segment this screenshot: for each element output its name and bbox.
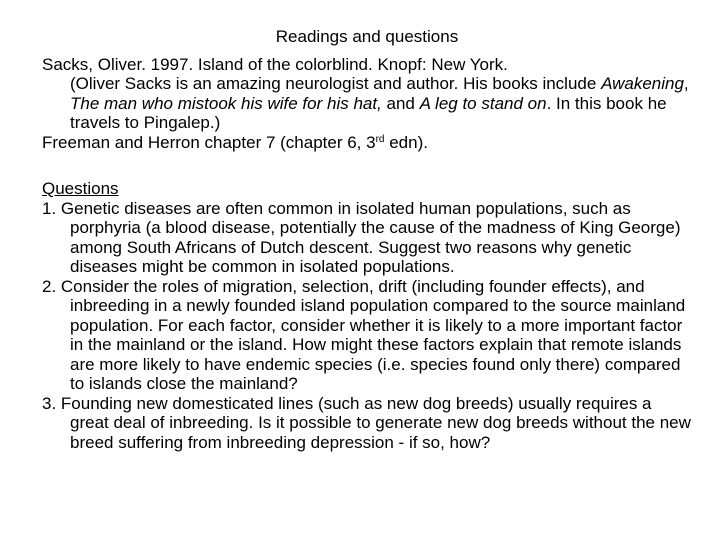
questions-heading: Questions (42, 179, 119, 198)
page-title: Readings and questions (275, 27, 459, 46)
slide-content (42, 27, 692, 452)
reading-sacks (42, 55, 692, 133)
book-awakening: Awakening (601, 74, 684, 93)
sacks-sep1: , (683, 74, 689, 93)
reading-freeman (42, 133, 692, 153)
question-item: 3. Founding new domesticated lines (such as new dog breeds) usually requires a great deal of inbreeding. Is it possible to generate new dog breeds without the new breed suffering from inbreeding depression - if so, how? (42, 393, 691, 452)
sacks-sep2: and (381, 93, 420, 113)
spacer (42, 152, 692, 179)
question-item: 1. Genetic diseases are often common in isolated human populations, such as porphyria (a blood disease, potentially the cause of the madness of King George) among South Africans of Dutch descent. Suggest two reasons why genetic diseases might be common in isolated populations. (42, 198, 681, 276)
sacks-note-start: (Oliver Sacks is an amazing neurologist and author. His books include (70, 74, 602, 93)
freeman-text-start: Freeman and Herron chapter 7 (chapter 6, 3 (42, 132, 376, 152)
book-leg-to-stand-on: A leg to stand on (419, 93, 547, 113)
freeman-text-end: edn). (384, 132, 428, 152)
sacks-note-end: . In this book he travels to Pingalep.) (70, 93, 667, 132)
freeman-superscript: rd (375, 133, 385, 145)
question-item: 2. Consider the roles of migration, selection, drift (including founder effects), and inbreeding in a newly founded island population compared to the source mainland population. For each factor, consider whether it is likely to a more important factor in the mainland or the island. How might these factors explain that remote islands are more likely to have endemic species (i.e. species found only there) compared to islands close the mainland? (42, 276, 686, 393)
sacks-citation: Sacks, Oliver. 1997. Island of the colorblind. Knopf: New York. (42, 54, 508, 74)
book-man-who-mistook: The man who mistook his wife for his hat, (70, 93, 382, 113)
